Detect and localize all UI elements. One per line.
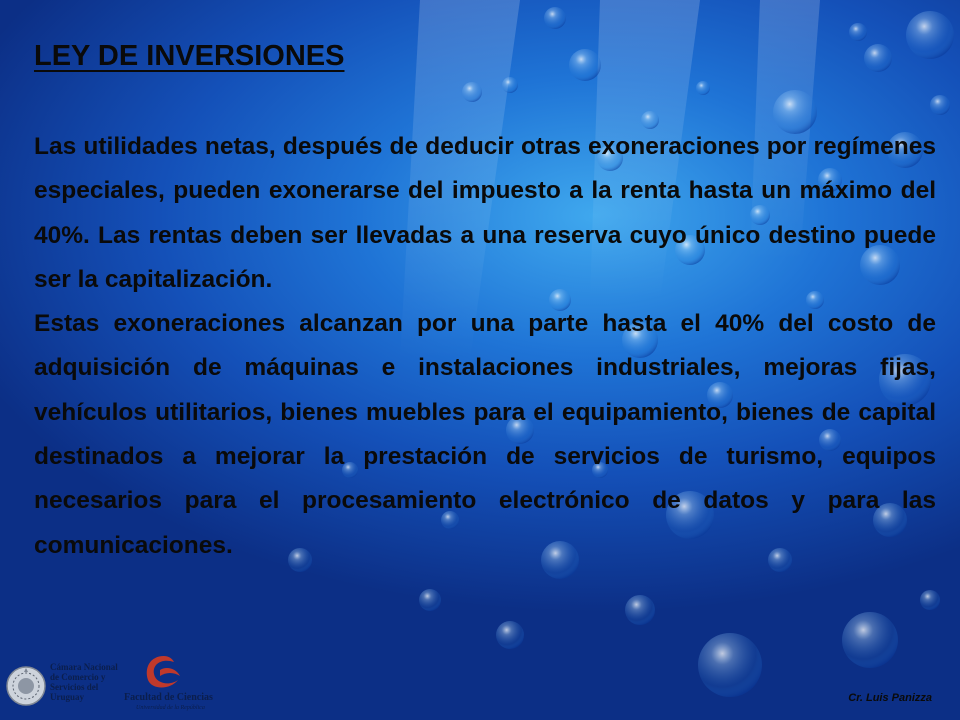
paragraph: Las utilidades netas, después de deducir otras exoneraciones por regímenes especiales, pueden exonerarse del impuesto a la renta hasta un máximo del 40%. Las rentas deben ser llevadas a una reserva cuyo único destino puede ser la capitalización. (34, 133, 936, 293)
facultad-name: Facultad de Ciencias (124, 692, 213, 703)
camara-line: de Comercio y (50, 672, 106, 682)
paragraph: Estas exoneraciones alcanzan por una parte hasta el 40% del costo de adquisición de máquinas e instalaciones industriales, mejoras fijas, vehículos utilitarios, bienes muebles para el equipamiento, bienes de capital destinados a mejorar la prestación de servicios de turismo, equipos necesarios para el procesamiento electrónico de datos y para las comunicaciones. (34, 310, 936, 559)
camara-seal-logo (6, 656, 46, 714)
camara-line: Cámara Nacional (50, 662, 118, 672)
facultad-subtitle: Universidad de la República (136, 705, 205, 711)
camara-line: Uruguay (50, 692, 85, 702)
author-name: Cr. Luis Panizza (848, 692, 932, 704)
slide-body (34, 125, 936, 568)
footer (0, 650, 960, 720)
camara-logo-text (50, 662, 118, 702)
facultad-logo (140, 652, 188, 692)
camara-line: Servicios del (50, 682, 99, 692)
slide-title: LEY DE INVERSIONES (34, 40, 345, 72)
